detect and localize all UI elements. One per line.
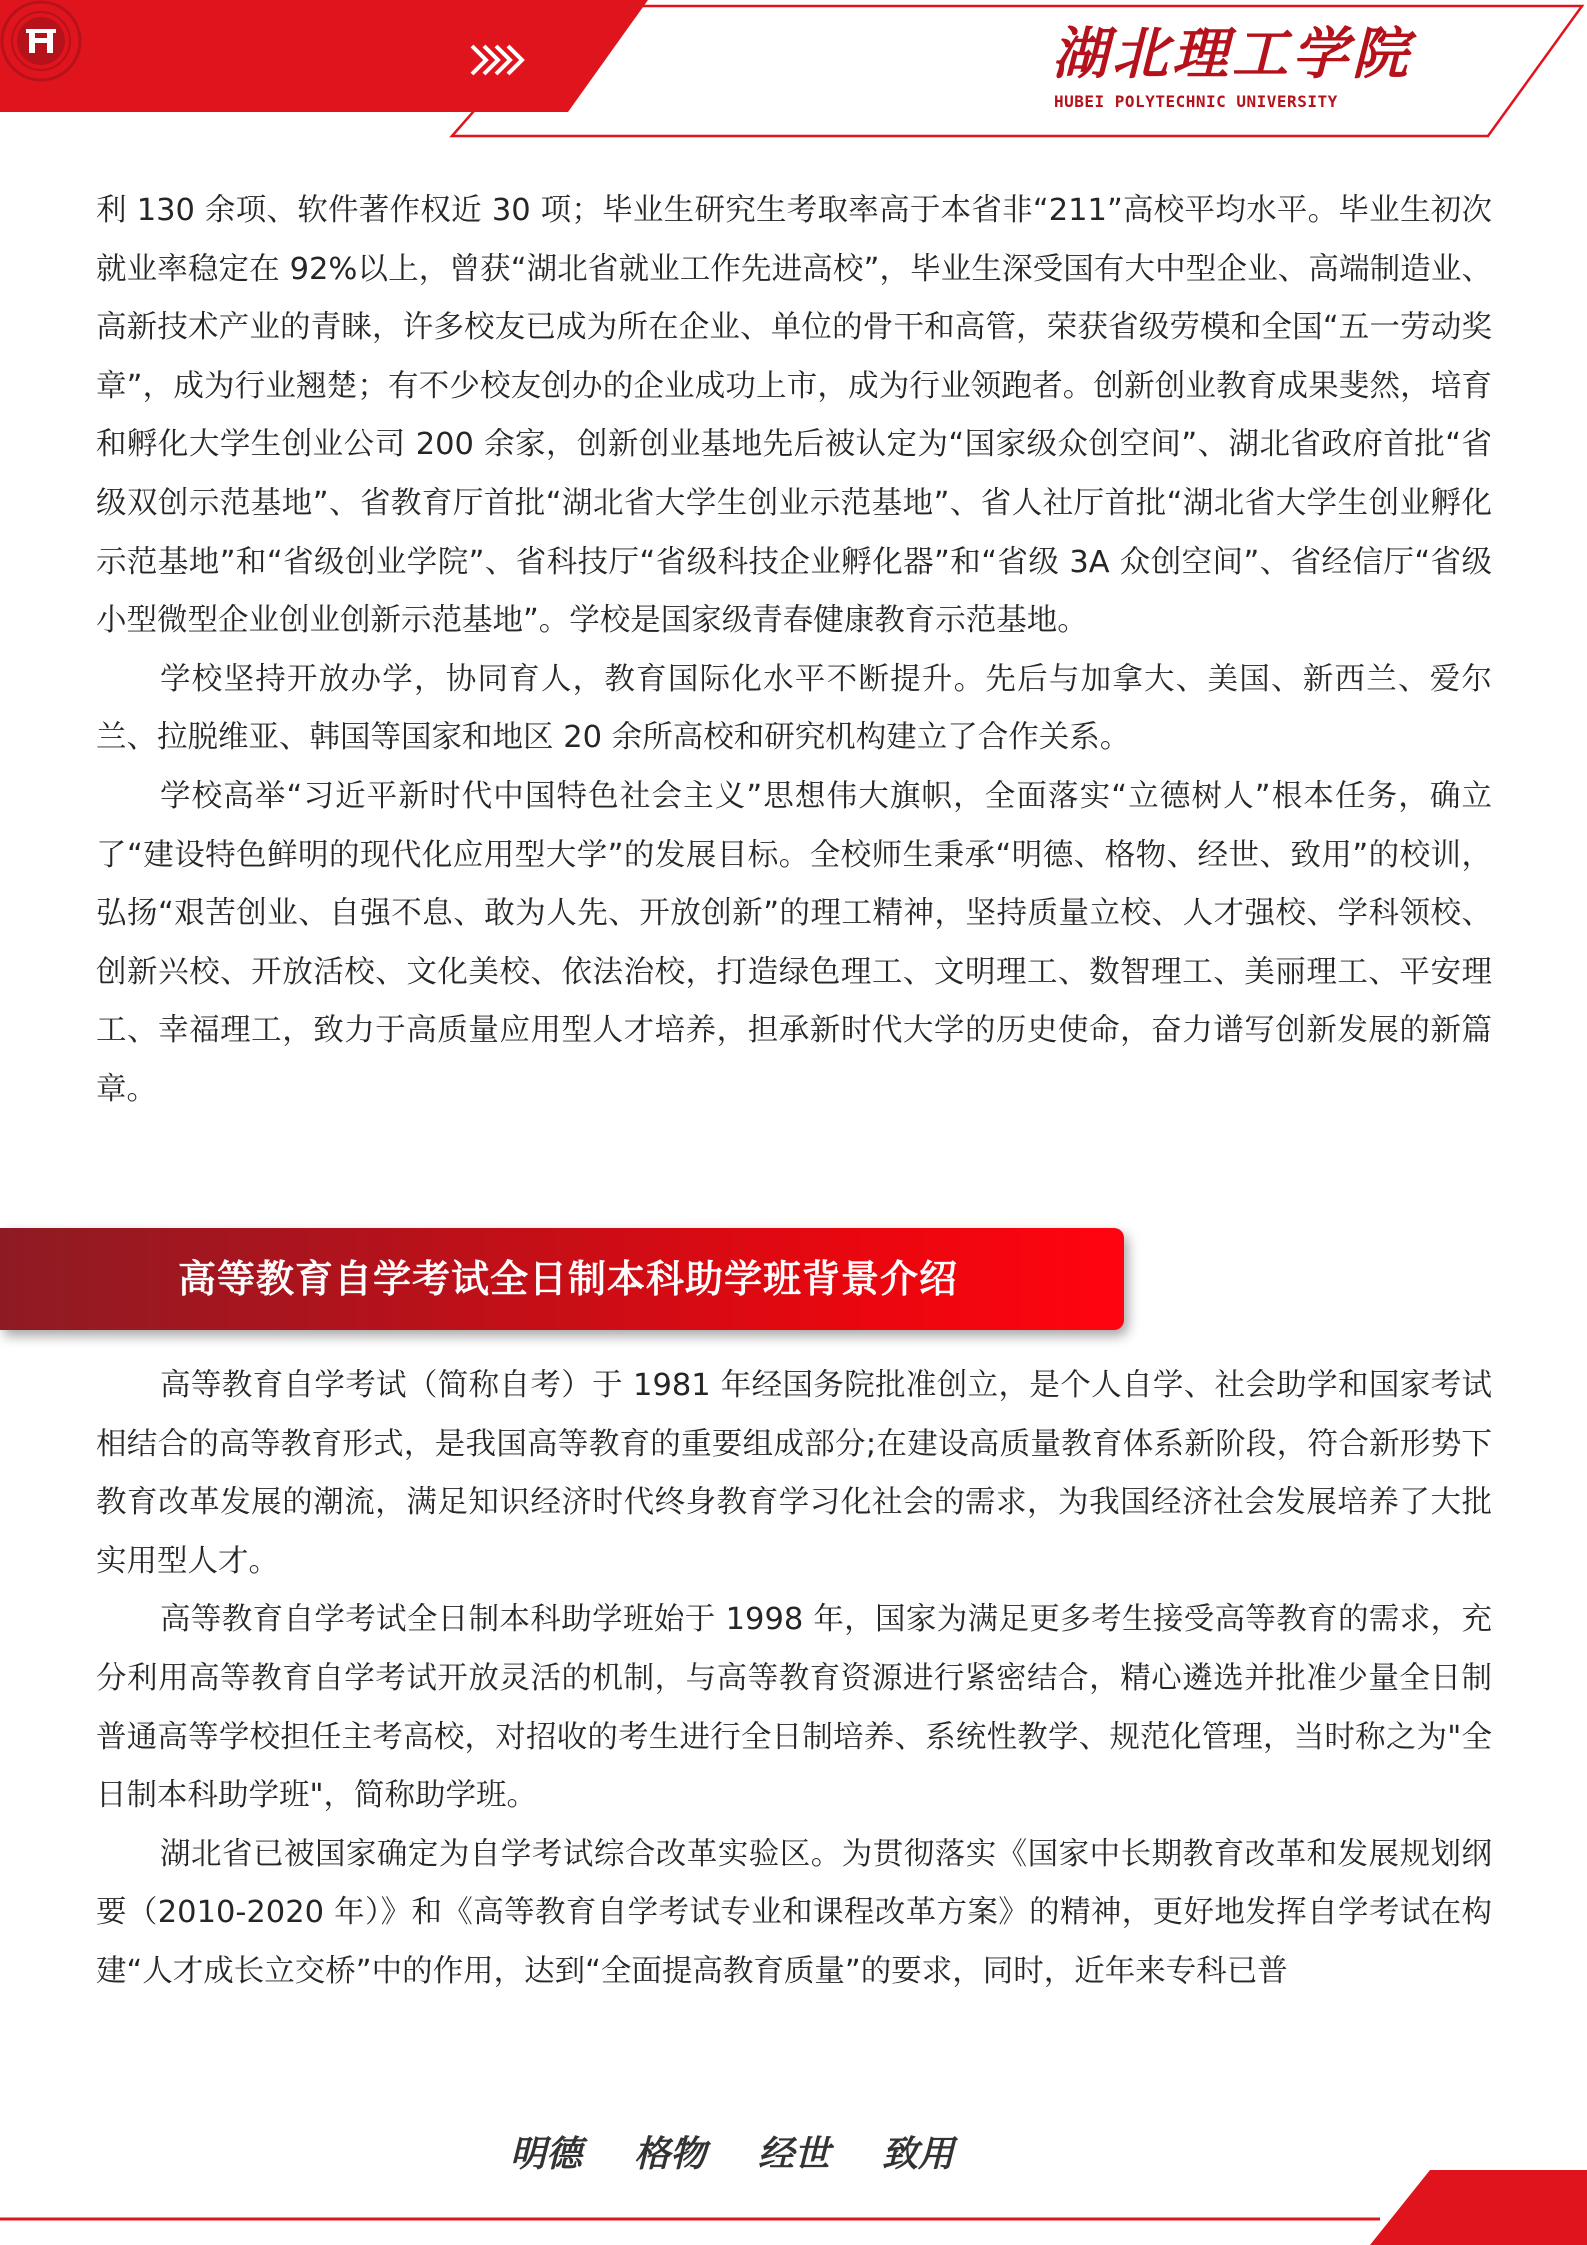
intro-paragraph: 学校坚持开放办学，协同育人，教育国际化水平不断提升。先后与加拿大、美国、新西兰、爱尔兰、拉脱维亚、韩国等国家和地区 20 余所高校和研究机构建立了合作关系。 xyxy=(96,661,1492,756)
motto-word: 致用 xyxy=(882,2133,955,2175)
section-text-block xyxy=(96,1357,1492,2002)
motto-word: 经世 xyxy=(758,2133,831,2175)
motto-word: 格物 xyxy=(634,2133,707,2175)
motto-word: 明德 xyxy=(510,2133,583,2175)
section-title-banner xyxy=(0,1228,1124,1330)
header-red-band xyxy=(0,0,648,112)
footer-red-wedge xyxy=(1370,2170,1587,2245)
section-title: 高等教育自学考试全日制本科助学班背景介绍 xyxy=(178,1257,959,1301)
section-paragraph: 湖北省已被国家确定为自学考试综合改革实验区。为贯彻落实《国家中长期教育改革和发展规划纲要（2010-2020 年）》和《高等教育自学考试专业和课程改革方案》的精神，更好地发挥自学考试在构建“人才成长立交桥”中的作用，达到“全面提高教育质量”的要求，同时，近年来专科已普 xyxy=(96,1836,1492,1989)
section-paragraph: 高等教育自学考试（简称自考）于 1981 年经国务院批准创立，是个人自学、社会助学和国家考试相结合的高等教育形式，是我国高等教育的重要组成部分;在建设高质量教育体系新阶段，符合新形势下教育改革发展的潮流，满足知识经济时代终身教育学习化社会的需求，为我国经济社会发展培养了大批实用型人才。 xyxy=(96,1368,1492,1579)
intro-text-block xyxy=(96,182,1492,1120)
page-header xyxy=(0,0,1587,140)
university-name-en: HUBEI POLYTECHNIC UNIVERSITY xyxy=(1054,92,1338,111)
intro-paragraph: 利 130 余项、软件著作权近 30 项；毕业生研究生考取率高于本省非“211”高校平均水平。毕业生初次就业率稳定在 92%以上，曾获“湖北省就业工作先进高校”，毕业生深受国有大中型企业、高端制造业、高新技术产业的青睐，许多校友已成为所在企业、单位的骨干和高管，荣获省级劳模和全国“五一劳动奖章”，成为行业翘楚；有不少校友创办的企业成功上市，成为行业领跑者。创新创业教育成果斐然，培育和孵化大学生创业公司 200 余家，创新创业基地先后被认定为“国家级众创空间”、湖北省政府首批“省级双创示范基地”、省教育厅首批“湖北省大学生创业示范基地”、省人社厅首批“湖北省大学生创业孵化示范基地”和“省级创业学院”、省科技厅“省级科技企业孵化器”和“省级 3A 众创空间”、省经信厅“省级小型微型企业创业创新示范基地”。学校是国家级青春健康教育示范基地。 xyxy=(96,193,1492,639)
university-name-cn: 湖北理工学院 xyxy=(1052,21,1412,87)
footer-decoration xyxy=(0,2150,1587,2245)
university-seal-icon xyxy=(0,0,82,82)
intro-paragraph: 学校高举“习近平新时代中国特色社会主义”思想伟大旗帜，全面落实“立德树人”根本任务，确立了“建设特色鲜明的现代化应用型大学”的发展目标。全校师生秉承“明德、格物、经世、致用”的校训，弘扬“艰苦创业、自强不息、敢为人先、开放创新”的理工精神，坚持质量立校、人才强校、学科领校、创新兴校、开放活校、文化美校、依法治校，打造绿色理工、文明理工、数智理工、美丽理工、平安理工、幸福理工，致力于高质量应用型人才培养，担承新时代大学的历史使命，奋力谱写创新发展的新篇章。 xyxy=(96,778,1492,1107)
section-paragraph: 高等教育自学考试全日制本科助学班始于 1998 年，国家为满足更多考生接受高等教育的需求，充分利用高等教育自学考试开放灵活的机制，与高等教育资源进行紧密结合，精心遴选并批准少量全日制普通高等学校担任主考高校，对招收的考生进行全日制培养、系统性教学、规范化管理，当时称之为"全日制本科助学班"，简称助学班。 xyxy=(96,1602,1492,1814)
